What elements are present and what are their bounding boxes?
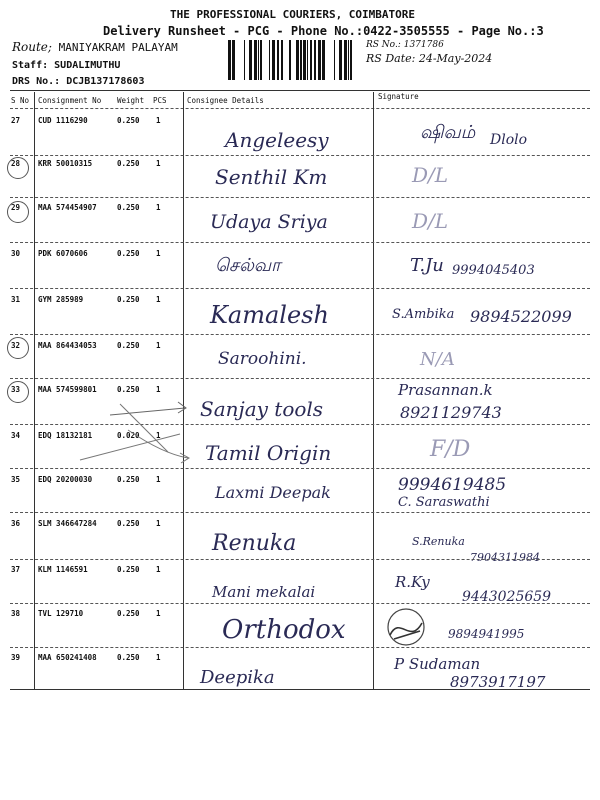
- consignment-no: GYM 285989: [38, 295, 84, 304]
- route-label: Route;: [12, 40, 52, 54]
- pcs: 1: [156, 385, 161, 394]
- barcode-bar: [348, 40, 349, 80]
- barcode-bar: [344, 40, 347, 80]
- table-bottom-rule: [10, 689, 590, 690]
- drs-label: DRS No.:: [12, 76, 61, 87]
- weight: 0.250: [117, 295, 140, 304]
- table-row: [0, 153, 600, 199]
- table-row: [0, 197, 600, 243]
- sno: 31: [11, 295, 21, 304]
- weight: 0.250: [117, 159, 140, 168]
- sno: 28: [11, 159, 21, 168]
- signature-extra: 8921129743: [400, 403, 502, 422]
- pcs: 1: [156, 565, 161, 574]
- signature-main: R.Ky: [395, 573, 430, 591]
- weight: 0.020: [117, 431, 140, 440]
- signature-main: S.Renuka: [412, 535, 465, 548]
- table-row: [0, 559, 600, 603]
- signature-main: T.Ju: [410, 255, 444, 276]
- weight: 0.250: [117, 116, 140, 125]
- rs-no-label: RS No.:: [366, 40, 401, 50]
- barcode: [228, 40, 360, 80]
- consignee-handwriting: Deepika: [200, 667, 275, 688]
- table-row: [0, 469, 600, 513]
- weight: 0.250: [117, 385, 140, 394]
- rs-no-value: 1371786: [403, 40, 444, 50]
- signature-main: D/L: [412, 163, 449, 187]
- sno: 33: [11, 385, 21, 394]
- barcode-bar: [334, 40, 335, 80]
- consignment-no: MAA 574599801: [38, 385, 97, 394]
- barcode-bar: [318, 40, 321, 80]
- drs-value: DCJB137178603: [66, 76, 145, 87]
- table-row: [0, 379, 600, 425]
- pcs: 1: [156, 249, 161, 258]
- weight: 0.250: [117, 475, 140, 484]
- table-row: [0, 289, 600, 335]
- barcode-bar: [254, 40, 257, 80]
- col-pcs: PCS: [153, 96, 167, 105]
- weight: 0.250: [117, 609, 140, 618]
- rs-date-label: RS Date:: [366, 52, 416, 65]
- drs-line: [12, 76, 144, 87]
- staff-label: Staff:: [12, 60, 49, 71]
- consignee-handwriting: Tamil Origin: [205, 441, 332, 465]
- weight: 0.250: [117, 249, 140, 258]
- barcode-bar: [258, 40, 259, 80]
- sno: 29: [11, 203, 21, 212]
- table-row: [0, 425, 600, 469]
- signature-extra: 7904311984: [470, 551, 540, 564]
- consignment-no: EDQ 18132181: [38, 431, 93, 440]
- sno: 36: [11, 519, 21, 528]
- signature-extra: 9894522099: [470, 307, 572, 326]
- signature-extra: 9894941995: [448, 627, 525, 641]
- sno: 27: [11, 116, 21, 125]
- signature-main: Prasannan.k: [398, 381, 493, 399]
- signature-extra: 8973917197: [450, 673, 546, 691]
- staff-value: SUDALIMUTHU: [54, 60, 121, 71]
- sno: 38: [11, 609, 21, 618]
- consignee-handwriting: Angeleesy: [225, 128, 329, 152]
- pcs: 1: [156, 431, 161, 440]
- table-row: [0, 603, 600, 647]
- barcode-bar: [296, 40, 299, 80]
- barcode-bar: [249, 40, 252, 80]
- table-row: [0, 335, 600, 379]
- runsheet-title: Delivery Runsheet - PCG - Phone No.:0422-3505555 - Page No.:3: [103, 24, 544, 38]
- col-weight: Weight: [117, 96, 145, 105]
- weight: 0.250: [117, 653, 140, 662]
- col-consignment: Consignment No: [38, 96, 102, 105]
- consignment-no: PDK 6070606: [38, 249, 88, 258]
- signature-extra: Dlolo: [490, 132, 528, 148]
- sno: 37: [11, 565, 21, 574]
- pcs: 1: [156, 159, 161, 168]
- signature-extra: 9994045403: [452, 263, 535, 278]
- barcode-bar: [260, 40, 262, 80]
- consignee-handwriting: Mani mekalai: [212, 583, 316, 601]
- barcode-bar: [303, 40, 306, 80]
- pcs: 1: [156, 609, 161, 618]
- weight: 0.250: [117, 565, 140, 574]
- barcode-bar: [277, 40, 279, 80]
- consignment-no: MAA 864434053: [38, 341, 97, 350]
- signature-main: D/L: [412, 209, 449, 233]
- signature-main: 9994619485: [398, 475, 507, 495]
- consignment-no: KRR 50010315: [38, 159, 93, 168]
- barcode-bar: [272, 40, 275, 80]
- pcs: 1: [156, 116, 161, 125]
- consignee-handwriting: Saroohini.: [218, 349, 307, 369]
- sno: 34: [11, 431, 21, 440]
- pcs: 1: [156, 519, 161, 528]
- barcode-bar: [307, 40, 308, 80]
- barcode-bar: [322, 40, 325, 80]
- col-details: Consignee Details: [187, 96, 264, 105]
- barcode-bar: [281, 40, 283, 80]
- consignee-handwriting: Senthil Km: [215, 165, 328, 189]
- barcode-bar: [300, 40, 302, 80]
- consignee-handwriting: Sanjay tools: [200, 397, 324, 421]
- barcode-bar: [244, 40, 245, 80]
- pcs: 1: [156, 653, 161, 662]
- weight: 0.250: [117, 519, 140, 528]
- signature-extra: C. Saraswathi: [398, 495, 490, 510]
- pcs: 1: [156, 475, 161, 484]
- pcs: 1: [156, 341, 161, 350]
- company-name: THE PROFESSIONAL COURIERS, COIMBATORE: [170, 8, 416, 21]
- table-row: [0, 110, 600, 156]
- consignment-no: CUD 1116290: [38, 116, 88, 125]
- consignment-no: KLM 1146591: [38, 565, 88, 574]
- sno: 30: [11, 249, 21, 258]
- weight: 0.250: [117, 341, 140, 350]
- sno: 39: [11, 653, 21, 662]
- consignee-handwriting: Renuka: [212, 531, 297, 556]
- consignee-handwriting: Orthodox: [222, 615, 346, 645]
- rs-date-value: 24-May-2024: [418, 52, 493, 65]
- barcode-bar: [339, 40, 342, 80]
- consignee-handwriting: Udaya Sriya: [210, 211, 328, 233]
- barcode-bar: [314, 40, 316, 80]
- barcode-bar: [232, 40, 235, 80]
- consignment-no: SLM 346647284: [38, 519, 97, 528]
- signature-main: ஷிவம்: [420, 122, 476, 143]
- pcs: 1: [156, 295, 161, 304]
- table-row: [0, 647, 600, 689]
- signature-main: S.Ambika: [392, 307, 455, 322]
- rs-date: [366, 52, 492, 65]
- consignment-no: TVL 129710: [38, 609, 84, 618]
- signature-main: N/A: [420, 349, 455, 370]
- col-signature: Signature: [378, 92, 419, 101]
- table-row: [0, 243, 600, 289]
- consignee-handwriting: Kamalesh: [210, 301, 329, 329]
- table-top-rule: [10, 90, 590, 91]
- signature-main: F/D: [430, 437, 471, 462]
- pcs: 1: [156, 203, 161, 212]
- route-line: [12, 40, 178, 54]
- header-divider: [10, 108, 590, 109]
- barcode-bar: [310, 40, 312, 80]
- sno: 32: [11, 341, 21, 350]
- barcode-bar: [228, 40, 231, 80]
- signature-main: P Sudaman: [394, 655, 481, 673]
- barcode-bar: [350, 40, 352, 80]
- consignment-no: MAA 574454907: [38, 203, 97, 212]
- rs-no: [366, 40, 444, 50]
- staff-line: [12, 60, 120, 71]
- weight: 0.250: [117, 203, 140, 212]
- sno: 35: [11, 475, 21, 484]
- signature-extra: 9443025659: [462, 589, 552, 605]
- barcode-bar: [289, 40, 291, 80]
- table-row: [0, 513, 600, 564]
- col-sno: S No: [11, 96, 30, 105]
- barcode-bar: [269, 40, 270, 80]
- consignment-no: EDQ 20200030: [38, 475, 93, 484]
- stamp-mark: [380, 605, 450, 647]
- consignee-handwriting: செல்வா: [215, 255, 281, 276]
- route-value: MANIYAKRAM PALAYAM: [58, 41, 178, 54]
- consignee-handwriting: Laxmi Deepak: [215, 483, 331, 502]
- consignment-no: MAA 650241408: [38, 653, 97, 662]
